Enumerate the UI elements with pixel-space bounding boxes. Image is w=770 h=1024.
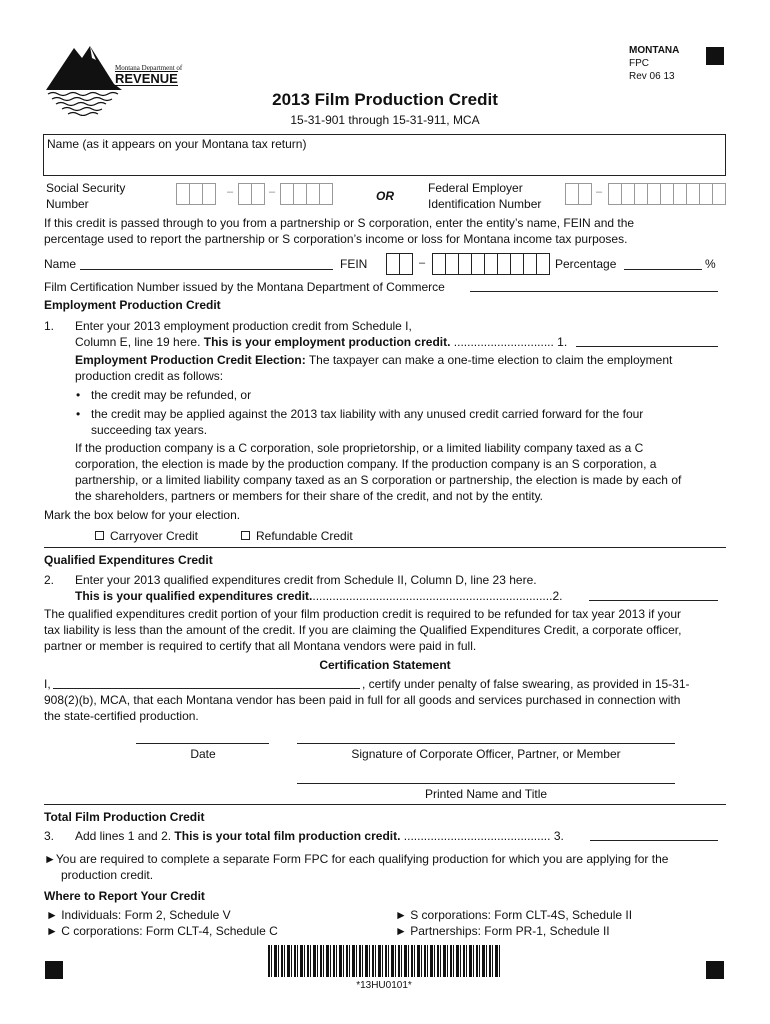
total-heading: Total Film Production Credit (44, 810, 205, 824)
line3-plain: Add lines 1 and 2. (75, 829, 172, 843)
form-code: FPC (629, 58, 649, 69)
dept-revenue: REVENUE (115, 71, 178, 86)
refundable-label: Refundable Credit (256, 529, 353, 543)
date-field[interactable] (136, 743, 269, 744)
line2-amount-field[interactable] (589, 600, 718, 601)
entity-fein-part2[interactable] (432, 253, 550, 275)
ssn-field-part1[interactable] (176, 183, 216, 205)
mark-box-text: Mark the box below for your election. (44, 508, 241, 522)
percentage-label: Percentage (555, 257, 617, 271)
bullet1-marker: • (76, 388, 81, 402)
fein-label-line2: Identification Number (428, 197, 542, 211)
section-divider (44, 547, 726, 548)
employment-credit-heading: Employment Production Credit (44, 298, 221, 312)
section-divider (44, 804, 726, 805)
qe-heading: Qualified Expenditures Credit (44, 553, 213, 567)
ccorp-line4: the shareholders, partners or members for their share of the credit, and not by the entity. (75, 489, 544, 503)
refundable-checkbox[interactable] (241, 531, 250, 540)
printed-name-label: Printed Name and Title (424, 787, 548, 801)
barcode-text: *13HU0101* (356, 980, 412, 991)
fein-field-part2[interactable] (608, 183, 726, 205)
signature-field[interactable] (297, 743, 675, 744)
line3-bold: This is your total film production credit. (174, 829, 401, 843)
where-c-corps: ► C corporations: Form CLT-4, Schedule C (46, 924, 278, 938)
where-individuals: ► Individuals: Form 2, Schedule V (46, 908, 231, 922)
percentage-field[interactable] (624, 269, 702, 270)
bullet2-marker: • (76, 407, 81, 421)
line2-text-b (75, 588, 562, 604)
dept-name: Montana Department of (115, 64, 183, 72)
ssn-field-part3[interactable] (280, 183, 333, 205)
ssn-field-part2[interactable] (238, 183, 265, 205)
line3-number: 3. (44, 829, 55, 843)
qe-para-line2: tax liability is less than the amount of the credit. If you are claiming the Qualified Expenditures Credit, a corporate officer, (44, 623, 682, 637)
line1-text-b-bold: This is your employment production credit. (203, 335, 451, 349)
registration-mark-bottom-left (45, 961, 63, 979)
printed-name-field[interactable] (297, 783, 675, 784)
qe-para-line1: The qualified expenditures credit portion of your film production credit is required to be refunded for tax year 2013 if your (44, 607, 682, 621)
ssn-label-line2: Number (46, 197, 89, 211)
carryover-label: Carryover Credit (110, 529, 199, 543)
line1-dots: .............................. (453, 335, 554, 349)
date-label: Date (190, 747, 216, 761)
fein-field-part1[interactable] (565, 183, 592, 205)
cert-text-line1: , certify under penalty of false swearing, as provided in 15-31- (362, 677, 690, 691)
line1-text-b-plain: Column E, line 19 here. (75, 335, 201, 349)
line3-ref: 3. (553, 829, 564, 843)
registration-mark-bottom-right (706, 961, 724, 979)
entity-fein-label: FEIN (340, 257, 368, 271)
film-cert-label: Film Certification Number issued by the Montana Department of Commerce (44, 280, 445, 294)
line2-number: 2. (44, 573, 55, 587)
or-label: OR (376, 189, 394, 203)
passthru-text-line1: If this credit is passed through to you from a partnership or S corporation, enter the entity’s name, FEIN and the (44, 216, 635, 230)
line1-number: 1. (44, 319, 55, 333)
bullet2-line1: the credit may be applied against the 2013 tax liability with any unused credit carried forward for the four (91, 407, 644, 421)
election-plain: The taxpayer can make a one-time election to claim the employment (308, 353, 673, 367)
line1-text-a: Enter your 2013 employment production credit from Schedule I, (75, 319, 412, 333)
line2-ref: 2. (552, 589, 563, 603)
line3-dots: ............................................ (403, 829, 551, 843)
entity-name-label: Name (44, 257, 77, 271)
percent-sign: % (705, 257, 716, 271)
page-title: 2013 Film Production Credit (272, 90, 498, 109)
ssn-label-line1: Social Security (46, 181, 126, 195)
refundable-option[interactable] (241, 528, 353, 544)
signature-label: Signature of Corporate Officer, Partner, or Member (351, 747, 621, 761)
barcode (268, 945, 500, 977)
where-partnerships: ► Partnerships: Form PR-1, Schedule II (395, 924, 610, 938)
entity-name-field[interactable] (80, 269, 333, 270)
line1-ref: 1. (557, 335, 568, 349)
certification-heading: Certification Statement (319, 658, 451, 672)
carryover-option[interactable] (95, 528, 198, 544)
fein-dash: – (596, 186, 603, 198)
taxpayer-name-label: Name (as it appears on your Montana tax return) (47, 137, 307, 151)
line2-bold: This is your qualified expenditures credit. (75, 589, 313, 603)
where-heading: Where to Report Your Credit (44, 889, 205, 903)
line1-text-b (75, 334, 567, 350)
film-cert-field[interactable] (470, 291, 718, 292)
form-id-block (629, 44, 679, 83)
cert-i: I, (44, 677, 51, 691)
line3-amount-field[interactable] (590, 840, 718, 841)
page-subtitle: 15-31-901 through 15-31-911, MCA (290, 113, 480, 127)
line3-text (75, 828, 564, 844)
ssn-dash: – (269, 186, 276, 198)
ccorp-line3: partnership, or a limited liability company taxed as an S corporation or partnership, the election is made by each of (75, 473, 682, 487)
carryover-checkbox[interactable] (95, 531, 104, 540)
where-s-corps: ► S corporations: Form CLT-4S, Schedule II (395, 908, 633, 922)
election-bold: Employment Production Credit Election: (75, 353, 306, 367)
line1-amount-field[interactable] (576, 346, 718, 347)
passthru-text-line2: percentage used to report the partnership or S corporation’s income or loss for Montana income tax purposes. (44, 232, 628, 246)
ssn-dash: – (227, 186, 234, 198)
required-line1: ►You are required to complete a separate Form FPC for each qualifying production for which you are applying for the (44, 852, 669, 866)
cert-name-field[interactable] (53, 688, 360, 689)
cert-text-line2: 908(2)(b), MCA, that each Montana vendor has been paid in full for all goods and services purchased in connection with (44, 693, 681, 707)
bullet1: the credit may be refunded, or (91, 388, 252, 402)
fein-label-line1: Federal Employer (428, 181, 523, 195)
ccorp-line2: corporation, the election is made by the production company. If the production company is an S corporation, a (75, 457, 657, 471)
line2-dots: ........................................................................ (312, 589, 553, 603)
required-line2: production credit. (61, 868, 154, 882)
registration-mark-top-right (706, 47, 724, 65)
election-text (75, 352, 672, 368)
line2-text-a: Enter your 2013 qualified expenditures credit from Schedule II, Column D, line 23 here. (75, 573, 537, 587)
bullet2-line2: succeeding tax years. (91, 423, 208, 437)
entity-fein-dash: – (419, 257, 426, 269)
cert-text-line3: the state-certified production. (44, 709, 199, 723)
ccorp-line1: If the production company is a C corporation, sole proprietorship, or a limited liability company taxed as a C (75, 441, 644, 455)
state-label: MONTANA (629, 45, 680, 56)
qe-para-line3: partner or member is required to certify that all Montana vendors were paid in full. (44, 639, 477, 653)
revision: Rev 06 13 (629, 71, 675, 82)
taxpayer-name-field[interactable] (43, 134, 726, 176)
election-text2: production credit as follows: (75, 369, 224, 383)
entity-fein-part1[interactable] (386, 253, 413, 275)
